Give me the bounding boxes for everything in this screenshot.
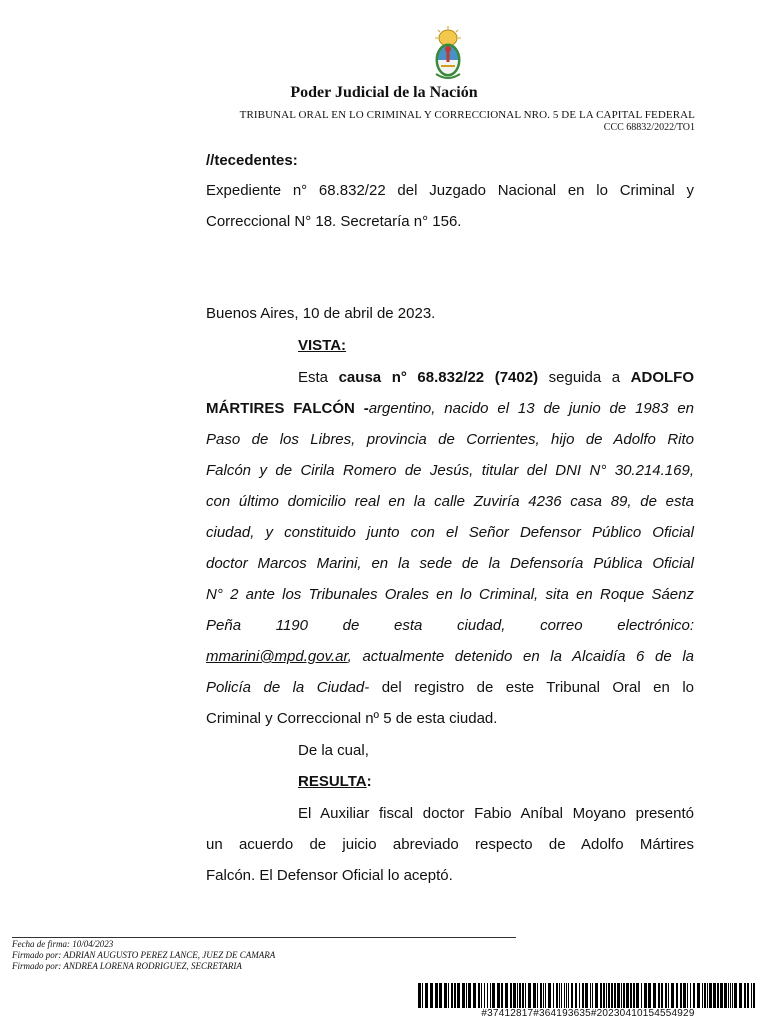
barcode-icon — [418, 983, 758, 1008]
footer-divider — [12, 937, 516, 938]
paragraph-line: Paso de los Libres, provincia de Corrientes, hijo de Adolfo Rito — [206, 431, 694, 448]
case-reference: CCC 68832/2022/TO1 — [603, 122, 695, 133]
resulta-paragraph — [206, 798, 694, 891]
signature-date: Fecha de firma: 10/04/2023 — [12, 939, 114, 949]
expediente-line-1: Expediente n° 68.832/22 del Juzgado Nacional en lo Criminal y — [206, 182, 694, 199]
resulta-label: RESULTA — [298, 773, 367, 790]
paragraph-line: mmarini@mpd.gov.ar, actualmente detenido en la Alcaidía 6 de la — [206, 648, 694, 665]
email-link[interactable]: mmarini@mpd.gov.ar — [206, 648, 348, 665]
paragraph-line: Criminal y Correccional nº 5 de esta ciudad. — [206, 710, 498, 727]
paragraph-line: ciudad, y constituido junto con el Señor Defensor Público Oficial — [206, 524, 694, 541]
coat-of-arms-icon — [430, 24, 466, 82]
vista-heading — [206, 330, 694, 361]
signer-1: Firmado por: ADRIAN AUGUSTO PEREZ LANCE, JUEZ DE CAMARA — [12, 950, 276, 960]
expediente-line-2: Correccional N° 18. Secretaría n° 156. — [206, 213, 462, 230]
paragraph-line: Policía de la Ciudad- del registro de este Tribunal Oral en lo — [206, 679, 694, 696]
paragraph-line: Falcón. El Defensor Oficial lo aceptó. — [206, 867, 453, 884]
paragraph-line: N° 2 ante los Tribunales Orales en lo Criminal, sita en Roque Sáenz — [206, 586, 694, 603]
tribunal-name: TRIBUNAL ORAL EN LO CRIMINAL Y CORRECCIONAL NRO. 5 DE LA CAPITAL FEDERAL — [239, 109, 695, 121]
vista-paragraph — [206, 362, 694, 734]
paragraph-line: con último domicilio real en la calle Zuviría 4236 casa 89, de esta — [206, 493, 694, 510]
paragraph-line: El Auxiliar fiscal doctor Fabio Aníbal Moyano presentó — [298, 805, 694, 822]
paragraph-line: MÁRTIRES FALCÓN -argentino, nacido el 13 de junio de 1983 en — [206, 400, 695, 417]
resulta-heading: RESULTA: — [298, 773, 372, 790]
paragraph-line: Peña 1190 de esta ciudad, correo electrónico: — [206, 617, 694, 634]
de-la-cual-line: De la cual, — [298, 742, 369, 759]
vista-label: VISTA: — [298, 337, 347, 354]
paragraph-line: doctor Marcos Marini, en la sede de la Defensoría Pública Oficial — [206, 555, 694, 572]
expediente-paragraph — [206, 175, 694, 237]
paragraph-line: Esta causa n° 68.832/22 (7402) seguida a ADOLFO — [298, 369, 694, 386]
antecedentes-heading: //tecedentes: — [206, 152, 298, 169]
institution-title: Poder Judicial de la Nación — [290, 84, 478, 101]
signer-2: Firmado por: ANDREA LORENA RODRIGUEZ, SECRETARIA — [12, 961, 242, 971]
barcode-text: #37412817#364193635#20230410154554929 — [481, 1008, 695, 1019]
date-line: Buenos Aires, 10 de abril de 2023. — [206, 305, 436, 322]
paragraph-line: Falcón y de Cirila Romero de Jesús, titular del DNI N° 30.214.169, — [206, 462, 694, 479]
paragraph-line: un acuerdo de juicio abreviado respecto de Adolfo Mártires — [206, 836, 694, 853]
